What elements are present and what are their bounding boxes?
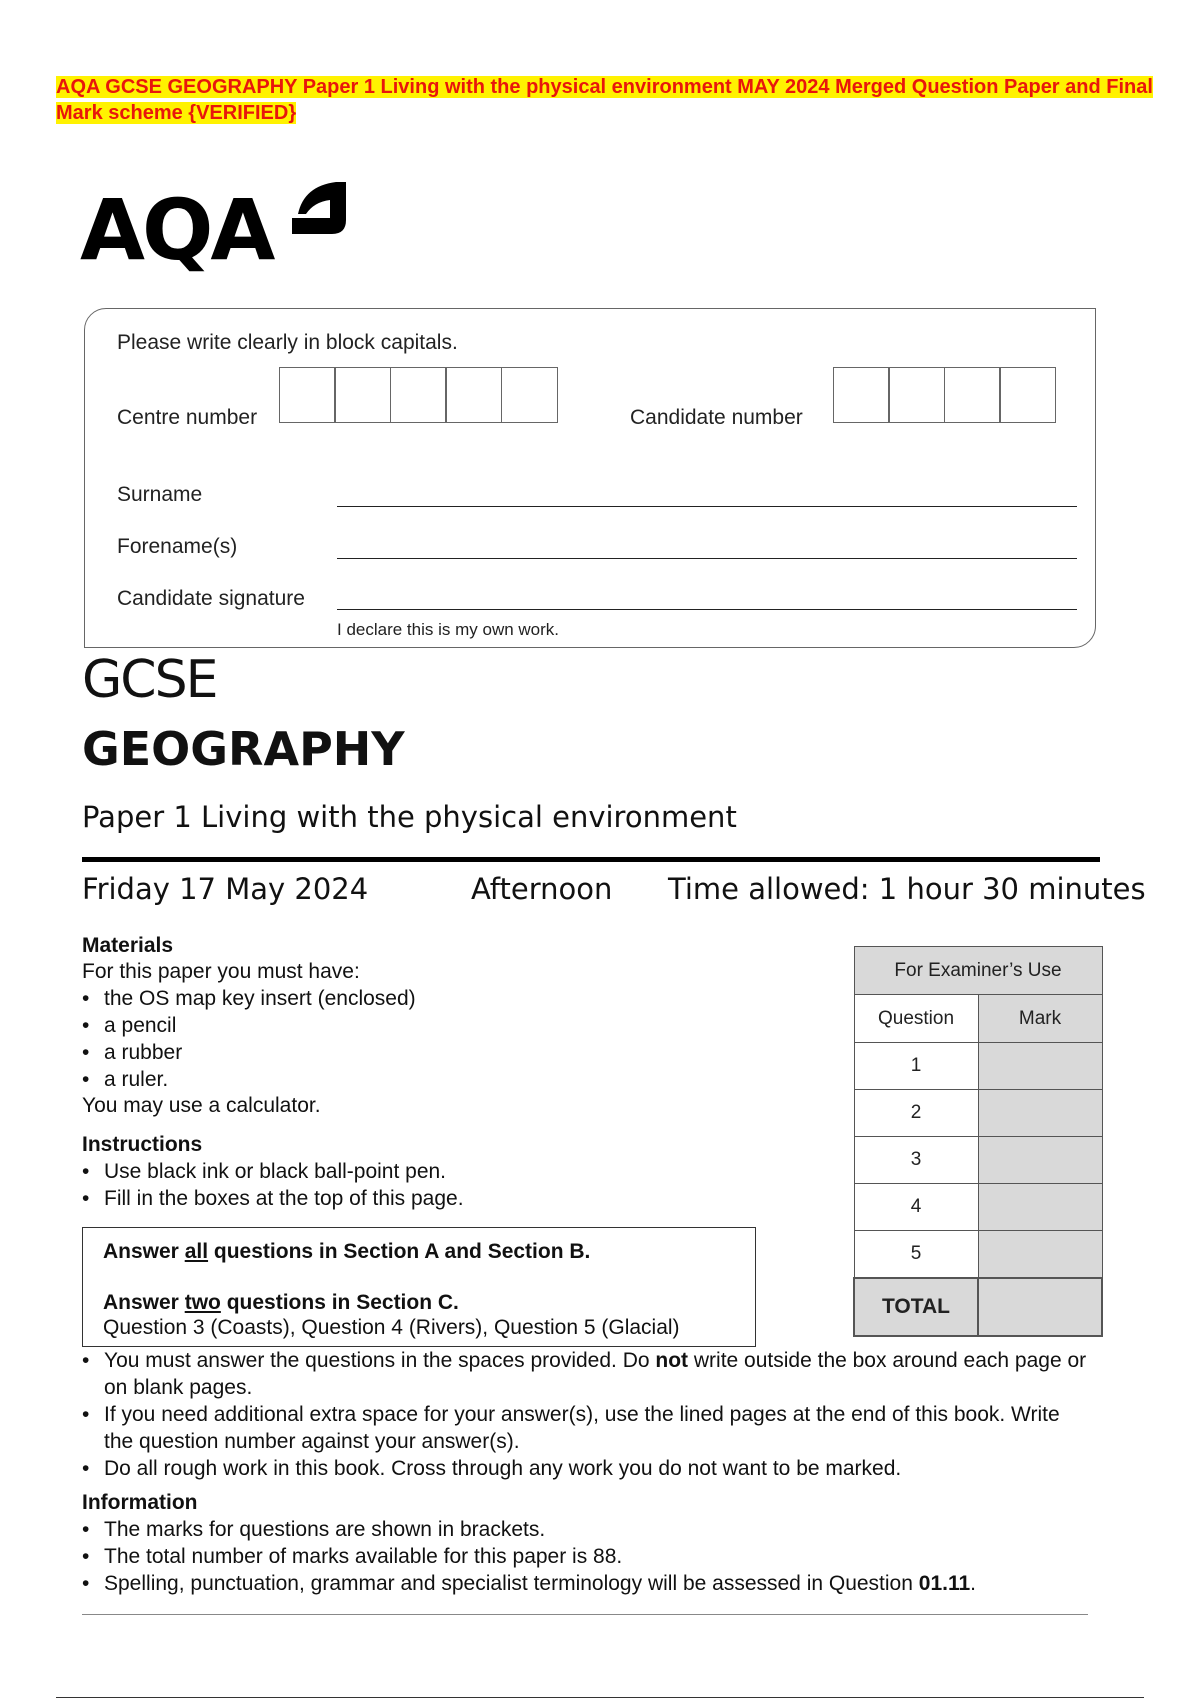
mark-cell [978,1184,1102,1231]
document-banner: AQA GCSE GEOGRAPHY Paper 1 Living with the physical environment MAY 2024 Merged Question Paper and Final Mark scheme {VERIFIED} [56,76,1153,124]
centre-number-boxes[interactable] [280,367,558,423]
question-number: 3 [854,1137,978,1184]
question-number: 1 [854,1043,978,1090]
centre-number-digit[interactable] [390,367,447,423]
list-item: • Fill in the boxes at the top of this page. [82,1185,464,1212]
signature-field[interactable] [337,609,1077,610]
mark-column-header: Mark [978,995,1102,1043]
list-item: • If you need additional extra space for your answer(s), use the lined pages at the end of this book. Write the question number against your answer(s). [82,1401,1092,1455]
title-divider [82,857,1100,862]
section-c-options: Question 3 (Coasts), Question 4 (Rivers), Question 5 (Glacial) [103,1316,680,1339]
subject-title: GEOGRAPHY [82,722,405,776]
mark-cell [978,1231,1102,1278]
list-item: • Use black ink or black ball-point pen. [82,1158,464,1185]
candidate-number-digit[interactable] [888,367,945,423]
total-label: TOTAL [854,1278,978,1336]
paper-title: Paper 1 Living with the physical environment [82,800,737,834]
block-capitals-instruction: Please write clearly in block capitals. [117,331,458,354]
list-item: • Do all rough work in this book. Cross through any work you do not want to be marked. [82,1455,1092,1482]
information-list [82,1516,1092,1597]
candidate-number-boxes[interactable] [834,367,1056,423]
answer-rules-box [82,1227,756,1347]
qualification-title: GCSE [82,650,217,710]
materials-intro: For this paper you must have: [82,960,360,983]
footer-divider [82,1614,1088,1615]
exam-date: Friday 17 May 2024 [82,872,369,906]
list-item: • The total number of marks available for this paper is 88. [82,1543,1092,1570]
aqa-logo-mark-icon [284,180,350,236]
section-c-rule: Answer two questions in Section C. [103,1291,459,1314]
surname-label: Surname [117,483,203,506]
question-number: 2 [854,1090,978,1137]
candidate-number-digit[interactable] [999,367,1056,423]
forenames-field[interactable] [337,558,1077,559]
information-heading: Information [82,1491,198,1514]
time-allowed: Time allowed: 1 hour 30 minutes [668,872,1146,906]
list-item: • You must answer the questions in the spaces provided. Do not write outside the box around each page or on blank pages. [82,1347,1092,1401]
centre-number-digit[interactable] [501,367,558,423]
centre-number-label: Centre number [117,406,258,429]
list-item: • a pencil [82,1012,416,1039]
candidate-details-box [84,308,1096,648]
instructions-heading: Instructions [82,1133,203,1156]
aqa-logo-text: AQA [80,181,273,279]
centre-number-digit[interactable] [279,367,336,423]
further-instructions-list [82,1347,1092,1482]
centre-number-digit[interactable] [445,367,502,423]
question-number: 5 [854,1231,978,1278]
surname-field[interactable] [337,506,1077,507]
question-number: 4 [854,1184,978,1231]
examiners-use-title: For Examiner’s Use [854,947,1102,995]
mark-cell [978,1043,1102,1090]
aqa-logo [80,178,350,279]
mark-cell [978,1137,1102,1184]
total-mark-cell [978,1278,1102,1336]
list-item: • a ruler. [82,1066,416,1093]
candidate-number-label: Candidate number [630,406,803,429]
calculator-note: You may use a calculator. [82,1094,321,1117]
materials-heading: Materials [82,934,174,957]
examiners-use-table [853,946,1103,1337]
materials-list [82,985,416,1093]
list-item: • the OS map key insert (enclosed) [82,985,416,1012]
centre-number-digit[interactable] [334,367,391,423]
instructions-list [82,1158,464,1212]
mark-cell [978,1090,1102,1137]
list-item: • a rubber [82,1039,416,1066]
signature-label: Candidate signature [117,587,305,610]
forenames-label: Forename(s) [117,535,238,558]
question-column-header: Question [854,995,978,1043]
declaration-text: I declare this is my own work. [337,620,560,639]
candidate-number-digit[interactable] [944,367,1001,423]
page-bottom-rule [56,1697,1144,1698]
section-a-b-rule: Answer all questions in Section A and Section B. [103,1240,591,1263]
list-item: • The marks for questions are shown in brackets. [82,1516,1092,1543]
exam-session: Afternoon [471,872,613,906]
list-item: • Spelling, punctuation, grammar and specialist terminology will be assessed in Question 01.11. [82,1570,1092,1597]
candidate-number-digit[interactable] [833,367,890,423]
